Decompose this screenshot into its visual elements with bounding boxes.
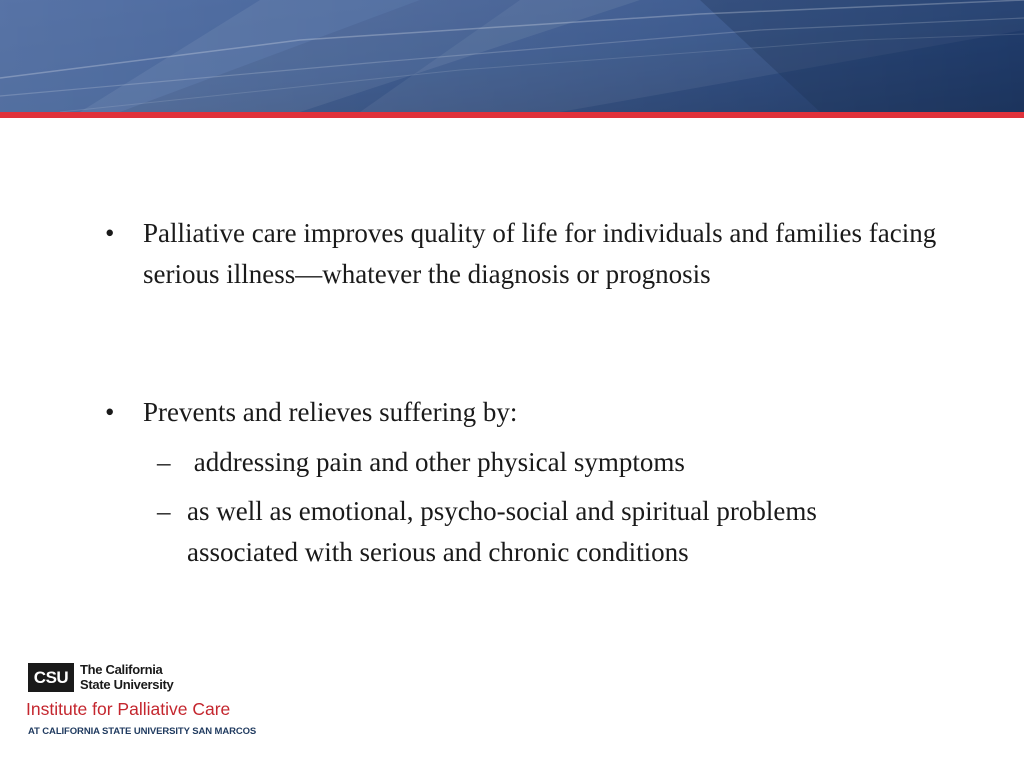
institute-logo [26, 660, 306, 742]
sub-bullet-marker: – [157, 496, 171, 526]
bullet-marker: • [105, 397, 115, 427]
bullet-text: Palliative care improves quality of life for individuals and families facing serious illness—whatever the diagnosis or prognosis [143, 218, 937, 289]
institute-tagline: AT CALIFORNIA STATE UNIVERSITY SAN MARCOS [28, 726, 257, 737]
csu-name-line1: The California [80, 662, 163, 677]
sub-bullet-text: as well as emotional, psycho-social and spiritual problems associated with serious and chronic conditions [187, 496, 817, 567]
csu-name-line2: State University [80, 677, 174, 692]
sub-bullet-item [157, 442, 907, 483]
bullet-item [105, 392, 963, 433]
sub-bullet-text: addressing pain and other physical symptoms [187, 447, 685, 477]
institute-name: Institute for Palliative Care [26, 699, 231, 719]
bullet-marker: • [105, 218, 115, 248]
bullet-text: Prevents and relieves suffering by: [143, 397, 518, 427]
csu-wordmark [80, 662, 220, 692]
csu-logo-mark: CSU [28, 663, 74, 692]
bullet-item [105, 213, 963, 295]
sub-bullet-item [157, 491, 887, 573]
sub-bullet-marker: – [157, 447, 171, 477]
